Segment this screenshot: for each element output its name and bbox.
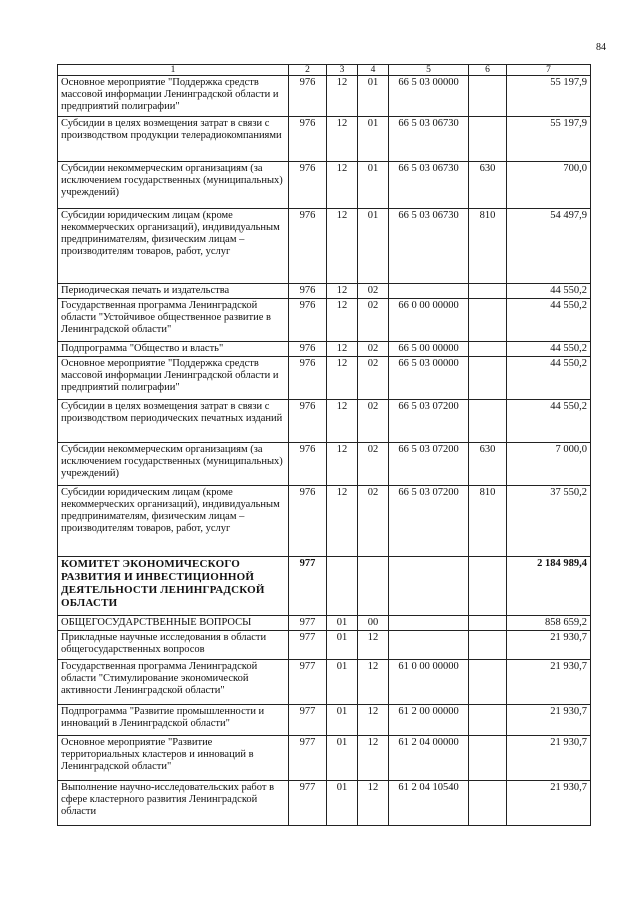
subsection-code: 00 bbox=[358, 616, 389, 631]
target-article-code bbox=[389, 616, 469, 631]
amount: 44 550,2 bbox=[507, 284, 591, 299]
target-article-code: 66 5 03 06730 bbox=[389, 162, 469, 209]
subsection-code: 02 bbox=[358, 443, 389, 486]
section-code: 01 bbox=[327, 660, 358, 705]
table-row bbox=[58, 209, 591, 284]
section-code: 12 bbox=[327, 209, 358, 284]
expense-type-code: 810 bbox=[469, 486, 507, 557]
expense-type-code bbox=[469, 781, 507, 826]
target-article-code bbox=[389, 631, 469, 660]
header-row bbox=[58, 65, 591, 76]
table-row bbox=[58, 342, 591, 357]
subsection-code: 02 bbox=[358, 299, 389, 342]
target-article-code: 66 0 00 00000 bbox=[389, 299, 469, 342]
table-row bbox=[58, 443, 591, 486]
table-row bbox=[58, 162, 591, 209]
ministry-code: 976 bbox=[289, 443, 327, 486]
subsection-code: 12 bbox=[358, 736, 389, 781]
table-row bbox=[58, 616, 591, 631]
ministry-code: 977 bbox=[289, 557, 327, 616]
ministry-code: 977 bbox=[289, 705, 327, 736]
ministry-code: 976 bbox=[289, 162, 327, 209]
table-row bbox=[58, 299, 591, 342]
amount: 21 930,7 bbox=[507, 660, 591, 705]
item-name: ОБЩЕГОСУДАРСТВЕННЫЕ ВОПРОСЫ bbox=[58, 616, 289, 631]
subsection-code: 12 bbox=[358, 705, 389, 736]
expense-type-code bbox=[469, 400, 507, 443]
amount: 55 197,9 bbox=[507, 117, 591, 162]
ministry-code: 977 bbox=[289, 660, 327, 705]
expense-type-code bbox=[469, 660, 507, 705]
subsection-code: 01 bbox=[358, 117, 389, 162]
amount: 7 000,0 bbox=[507, 443, 591, 486]
column-header: 1 bbox=[58, 65, 289, 76]
item-name: Основное мероприятие "Поддержка средств массовой информации Ленинградской области и предприятий полиграфии" bbox=[58, 357, 289, 400]
amount: 44 550,2 bbox=[507, 299, 591, 342]
target-article-code: 66 5 03 00000 bbox=[389, 357, 469, 400]
expense-type-code bbox=[469, 736, 507, 781]
item-name: Субсидии некоммерческим организациям (за исключением государственных (муниципальных) учреждений) bbox=[58, 443, 289, 486]
amount: 2 184 989,4 bbox=[507, 557, 591, 616]
ministry-code: 976 bbox=[289, 299, 327, 342]
amount: 21 930,7 bbox=[507, 781, 591, 826]
section-code: 12 bbox=[327, 284, 358, 299]
section-code: 12 bbox=[327, 400, 358, 443]
item-name: КОМИТЕТ ЭКОНОМИЧЕСКОГО РАЗВИТИЯ И ИНВЕСТИЦИОННОЙ ДЕЯТЕЛЬНОСТИ ЛЕНИНГРАДСКОЙ ОБЛАСТИ bbox=[58, 557, 289, 616]
column-header: 4 bbox=[358, 65, 389, 76]
ministry-code: 976 bbox=[289, 284, 327, 299]
expense-type-code bbox=[469, 357, 507, 400]
target-article-code bbox=[389, 284, 469, 299]
ministry-code: 976 bbox=[289, 76, 327, 117]
target-article-code bbox=[389, 557, 469, 616]
ministry-code: 977 bbox=[289, 781, 327, 826]
table-row bbox=[58, 284, 591, 299]
target-article-code: 66 5 03 06730 bbox=[389, 209, 469, 284]
section-code: 12 bbox=[327, 443, 358, 486]
item-name: Субсидии в целях возмещения затрат в связи с производством продукции телерадиокомпаниями bbox=[58, 117, 289, 162]
subsection-code: 12 bbox=[358, 781, 389, 826]
page-number: 84 bbox=[596, 42, 606, 53]
item-name: Основное мероприятие "Развитие территориальных кластеров и инноваций в Ленинградской области" bbox=[58, 736, 289, 781]
section-code: 12 bbox=[327, 342, 358, 357]
budget-table bbox=[57, 64, 591, 826]
amount: 858 659,2 bbox=[507, 616, 591, 631]
amount: 37 550,2 bbox=[507, 486, 591, 557]
item-name: Субсидии некоммерческим организациям (за исключением государственных (муниципальных) учреждений) bbox=[58, 162, 289, 209]
amount: 44 550,2 bbox=[507, 357, 591, 400]
target-article-code: 61 2 00 00000 bbox=[389, 705, 469, 736]
section-code: 12 bbox=[327, 357, 358, 400]
amount: 21 930,7 bbox=[507, 736, 591, 781]
ministry-code: 976 bbox=[289, 486, 327, 557]
table-row bbox=[58, 400, 591, 443]
expense-type-code bbox=[469, 117, 507, 162]
item-name: Субсидии юридическим лицам (кроме некоммерческих организаций), индивидуальным предпринимателям, физическим лицам – производителям товаров, работ, услуг bbox=[58, 209, 289, 284]
ministry-code: 976 bbox=[289, 342, 327, 357]
section-code: 01 bbox=[327, 616, 358, 631]
amount: 44 550,2 bbox=[507, 400, 591, 443]
subsection-code: 02 bbox=[358, 284, 389, 299]
subsection-code: 02 bbox=[358, 400, 389, 443]
column-header: 3 bbox=[327, 65, 358, 76]
expense-type-code: 810 bbox=[469, 209, 507, 284]
item-name: Субсидии юридическим лицам (кроме некоммерческих организаций), индивидуальным предпринимателям, физическим лицам – производителям товаров, работ, услуг bbox=[58, 486, 289, 557]
section-code: 12 bbox=[327, 76, 358, 117]
section-code bbox=[327, 557, 358, 616]
expense-type-code bbox=[469, 342, 507, 357]
expense-type-code bbox=[469, 557, 507, 616]
target-article-code: 61 2 04 10540 bbox=[389, 781, 469, 826]
subsection-code bbox=[358, 557, 389, 616]
section-code: 12 bbox=[327, 299, 358, 342]
amount: 21 930,7 bbox=[507, 631, 591, 660]
amount: 44 550,2 bbox=[507, 342, 591, 357]
subsection-code: 12 bbox=[358, 660, 389, 705]
table-row bbox=[58, 736, 591, 781]
subsection-code: 02 bbox=[358, 357, 389, 400]
target-article-code: 66 5 03 00000 bbox=[389, 76, 469, 117]
subsection-code: 12 bbox=[358, 631, 389, 660]
column-header: 2 bbox=[289, 65, 327, 76]
item-name: Выполнение научно-исследовательских работ в сфере кластерного развития Ленинградской области bbox=[58, 781, 289, 826]
amount: 54 497,9 bbox=[507, 209, 591, 284]
subsection-code: 01 bbox=[358, 209, 389, 284]
table-row bbox=[58, 76, 591, 117]
item-name: Субсидии в целях возмещения затрат в связи с производством периодических печатных изданий bbox=[58, 400, 289, 443]
table-row bbox=[58, 486, 591, 557]
table-row bbox=[58, 631, 591, 660]
section-code: 01 bbox=[327, 705, 358, 736]
subsection-code: 02 bbox=[358, 486, 389, 557]
expense-type-code: 630 bbox=[469, 443, 507, 486]
ministry-code: 976 bbox=[289, 117, 327, 162]
item-name: Основное мероприятие "Поддержка средств массовой информации Ленинградской области и предприятий полиграфии" bbox=[58, 76, 289, 117]
expense-type-code bbox=[469, 284, 507, 299]
expense-type-code bbox=[469, 631, 507, 660]
column-header: 7 bbox=[507, 65, 591, 76]
expense-type-code: 630 bbox=[469, 162, 507, 209]
ministry-code: 977 bbox=[289, 631, 327, 660]
item-name: Прикладные научные исследования в области общегосударственных вопросов bbox=[58, 631, 289, 660]
amount: 21 930,7 bbox=[507, 705, 591, 736]
target-article-code: 61 2 04 00000 bbox=[389, 736, 469, 781]
table-row bbox=[58, 705, 591, 736]
target-article-code: 66 5 03 07200 bbox=[389, 400, 469, 443]
item-name: Подпрограмма "Общество и власть" bbox=[58, 342, 289, 357]
subsection-code: 01 bbox=[358, 162, 389, 209]
section-code: 12 bbox=[327, 486, 358, 557]
section-code: 01 bbox=[327, 736, 358, 781]
ministry-code: 976 bbox=[289, 357, 327, 400]
item-name: Подпрограмма "Развитие промышленности и инноваций в Ленинградской области" bbox=[58, 705, 289, 736]
target-article-code: 61 0 00 00000 bbox=[389, 660, 469, 705]
target-article-code: 66 5 03 06730 bbox=[389, 117, 469, 162]
section-code: 12 bbox=[327, 117, 358, 162]
expense-type-code bbox=[469, 705, 507, 736]
column-header: 5 bbox=[389, 65, 469, 76]
subsection-code: 01 bbox=[358, 76, 389, 117]
subsection-code: 02 bbox=[358, 342, 389, 357]
section-code: 01 bbox=[327, 631, 358, 660]
item-name: Периодическая печать и издательства bbox=[58, 284, 289, 299]
table-row bbox=[58, 357, 591, 400]
expense-type-code bbox=[469, 616, 507, 631]
column-header: 6 bbox=[469, 65, 507, 76]
ministry-code: 976 bbox=[289, 400, 327, 443]
item-name: Государственная программа Ленинградской области "Стимулирование экономической активности Ленинградской области" bbox=[58, 660, 289, 705]
ministry-code: 977 bbox=[289, 736, 327, 781]
section-code: 01 bbox=[327, 781, 358, 826]
table-row bbox=[58, 557, 591, 616]
table-row bbox=[58, 117, 591, 162]
target-article-code: 66 5 03 07200 bbox=[389, 443, 469, 486]
target-article-code: 66 5 00 00000 bbox=[389, 342, 469, 357]
ministry-code: 976 bbox=[289, 209, 327, 284]
expense-type-code bbox=[469, 299, 507, 342]
amount: 700,0 bbox=[507, 162, 591, 209]
amount: 55 197,9 bbox=[507, 76, 591, 117]
table-row bbox=[58, 660, 591, 705]
ministry-code: 977 bbox=[289, 616, 327, 631]
target-article-code: 66 5 03 07200 bbox=[389, 486, 469, 557]
table-row bbox=[58, 781, 591, 826]
section-code: 12 bbox=[327, 162, 358, 209]
item-name: Государственная программа Ленинградской области "Устойчивое общественное развитие в Ленинградской области" bbox=[58, 299, 289, 342]
expense-type-code bbox=[469, 76, 507, 117]
